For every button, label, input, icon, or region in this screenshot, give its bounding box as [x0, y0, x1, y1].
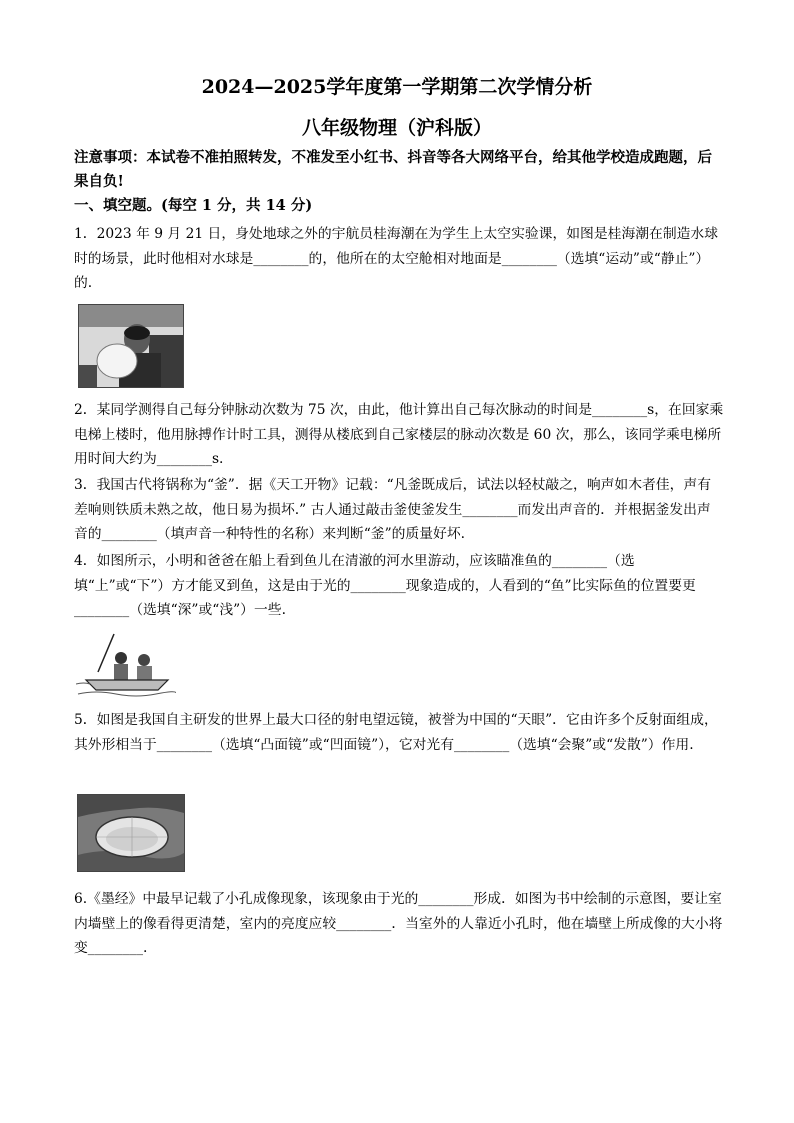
boat-fishing-image [76, 632, 176, 698]
question-3: 3．我国古代将锅称为“釜”．据《天工开物》记载：“凡釜既成后，试法以轻杖敲之，响声如木者佳，声有差响则铁质未熟之故，他日易为损坏.” 古人通过敲击釜使釜发生________而发出声音的．并根据釜发出声音的________（填声音一种特性的名称）来判断“釜”的质量好坏. [74, 477, 711, 542]
astronaut-water-ball-image [78, 304, 184, 388]
fast-telescope-image [77, 794, 185, 872]
question-6: 6.《墨经》中最早记载了小孔成像现象，该现象由于光的________形成．如图为书中绘制的示意图，要让室内墙壁上的像看得更清楚，室内的亮度应较________．当室外的人靠近小孔时，他在墙壁上所成像的大小将变________. [74, 891, 723, 956]
page-title: 2024—2025学年度第一学期第二次学情分析 [201, 76, 593, 98]
section-heading: 一、填空题。(每空 1 分，共 14 分) [74, 197, 313, 214]
page-subtitle: 八年级物理（沪科版） [301, 117, 492, 139]
question-2: 2．某同学测得自己每分钟脉动次数为 75 次，由此，他计算出自己每次脉动的时间是________s，在回家乘电梯上楼时，他用脉搏作计时工具，测得从楼底到自己家楼层的脉动次数是 60 次，那么，该同学乘电梯所用时间大约为________s. [74, 402, 724, 467]
notice-text: 注意事项：本试卷不准拍照转发，不准发至小红书、抖音等各大网络平台，给其他学校造成跑题，后果自负! [74, 149, 712, 190]
question-1: 1．2023 年 9 月 21 日，身处地球之外的宇航员桂海潮在为学生上太空实验课，如图是桂海潮在制造水球时的场景，此时他相对水球是________的，他所在的太空舱相对地面是________（选填“运动”或“静止”）的. [74, 226, 719, 291]
question-5: 5．如图是我国自主研发的世界上最大口径的射电望远镜，被誉为中国的“天眼”．它由许多个反射面组成，其外形相当于________（选填“凸面镜”或“凹面镜”），它对光有________（选填“会聚”或“发散”）作用. [74, 712, 718, 753]
question-4: 4．如图所示，小明和爸爸在船上看到鱼儿在清澈的河水里游动，应该瞄准鱼的________（选填“上”或“下”）方才能叉到鱼，这是由于光的________现象造成的，人看到的“鱼”比实际鱼的位置要更________（选填“深”或“浅”）一些. [74, 553, 696, 618]
